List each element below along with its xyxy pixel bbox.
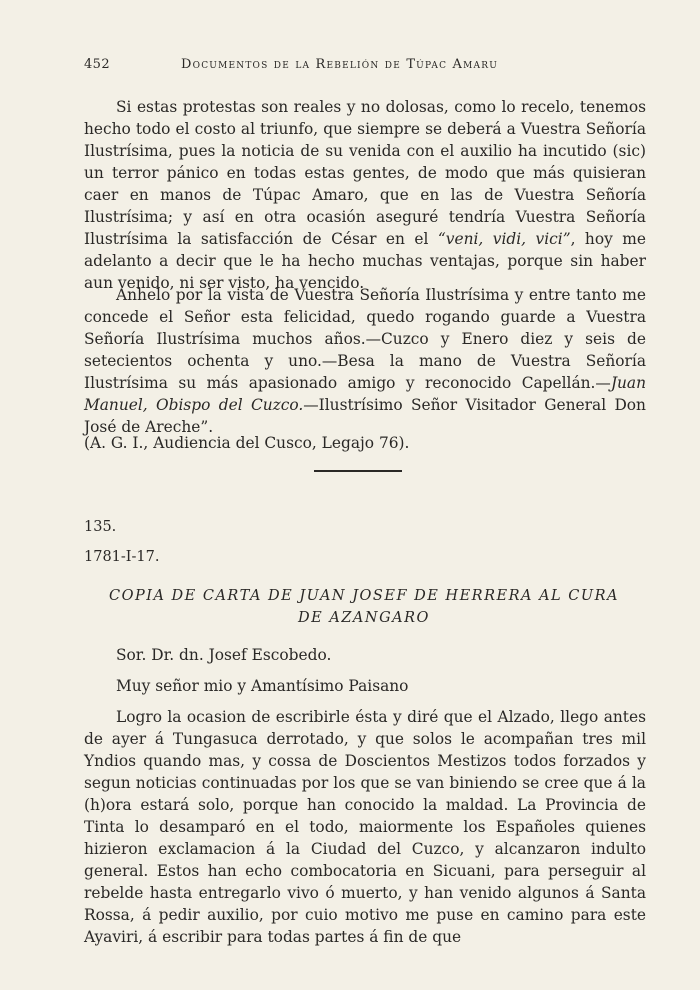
- paragraph-2-text-b: —Ilustrísimo Señor Visitador General Don José de Areche”.: [84, 396, 646, 436]
- paragraph-1-text-b: , hoy me adelanto a decir que le ha hecho muchas ventajas, porque sin haber aun venido, ni ser visto, ha vencido.: [84, 230, 646, 292]
- book-page: [84, 0, 646, 990]
- greeting: Muy señor mio y Amantísimo Paisano: [116, 677, 409, 695]
- body-paragraph-1: [84, 96, 646, 294]
- page-number: 452: [84, 57, 111, 72]
- paragraph-2-text-a: Anhelo por la vista de Vuestra Señoría Ilustrísima y entre tanto me concede el Señor esta felicidad, quedo rogando guarde a Vuestra Señoría Ilustrísima muchos años.—Cuzco y Enero diez y seis de setecientos ochenta y uno.—Besa la mano de Vuestra Señoría Ilustrísima su más apasionado amigo y reconocido Capellán.—: [84, 286, 646, 392]
- document-heading: COPIA DE CARTA DE JUAN JOSEF DE HERRERA AL CURA DE AZANGARO: [109, 588, 619, 626]
- document-number: 135.: [84, 519, 117, 535]
- running-title: Documentos de la Rebelión de Túpac Amaru: [181, 57, 498, 72]
- paragraph-1-text-a: Si estas protestas son reales y no dolosas, como lo recelo, tenemos hecho todo el costo al triunfo, que siempre se deberá a Vuestra Señoría Ilustrísima, pues la noticia de su venida con el auxilio ha incutido (sic) un terror pánico en todas estas gentes, de modo que más quisieran caer en manos de Túpac Amaro, que en las de Vuestra Señoría Ilustrísima; y así en otra ocasión aseguré tendría Vuestra Señoría Ilustrísima la satisfacción de César en el: [84, 98, 646, 248]
- signature: Juan Manuel, Obispo del Cuzco.: [84, 374, 646, 414]
- document-date: 1781-I-17.: [84, 549, 160, 565]
- addressee: Sor. Dr. dn. Josef Escobedo.: [116, 646, 332, 664]
- latin-quote: “veni, vidi, vici”: [437, 230, 571, 248]
- section-divider: [314, 470, 402, 472]
- archive-source: (A. G. I., Audiencia del Cusco, Legajo 76).: [84, 434, 410, 452]
- body-paragraph-2: [84, 284, 646, 438]
- letter-paragraph: Logro la ocasion de escribirle ésta y diré que el Alzado, llego antes de ayer á Tungasuca derrotado, y que solos le acompañan tres mil Yndios quando mas, y cossa de Doscientos Mestizos todos forzados y segun noticias continuadas por los que se van biniendo se cree que á la (h)ora estará solo, porque han conocido la maldad. La Provincia de Tinta lo desamparó en el todo, maiormente los Españoles quienes hizieron exclamacion á la Ciudad del Cuzco, y alcanzaron indulto general. Estos han echo combocatoria en Sicuani, para perseguir al rebelde hasta entregarlo vivo ó muerto, y han venido algunos á Santa Rossa, á pedir auxilio, por cuio motivo me puse en camino para este Ayaviri, á escribir para todas partes á fin de que: [84, 708, 646, 946]
